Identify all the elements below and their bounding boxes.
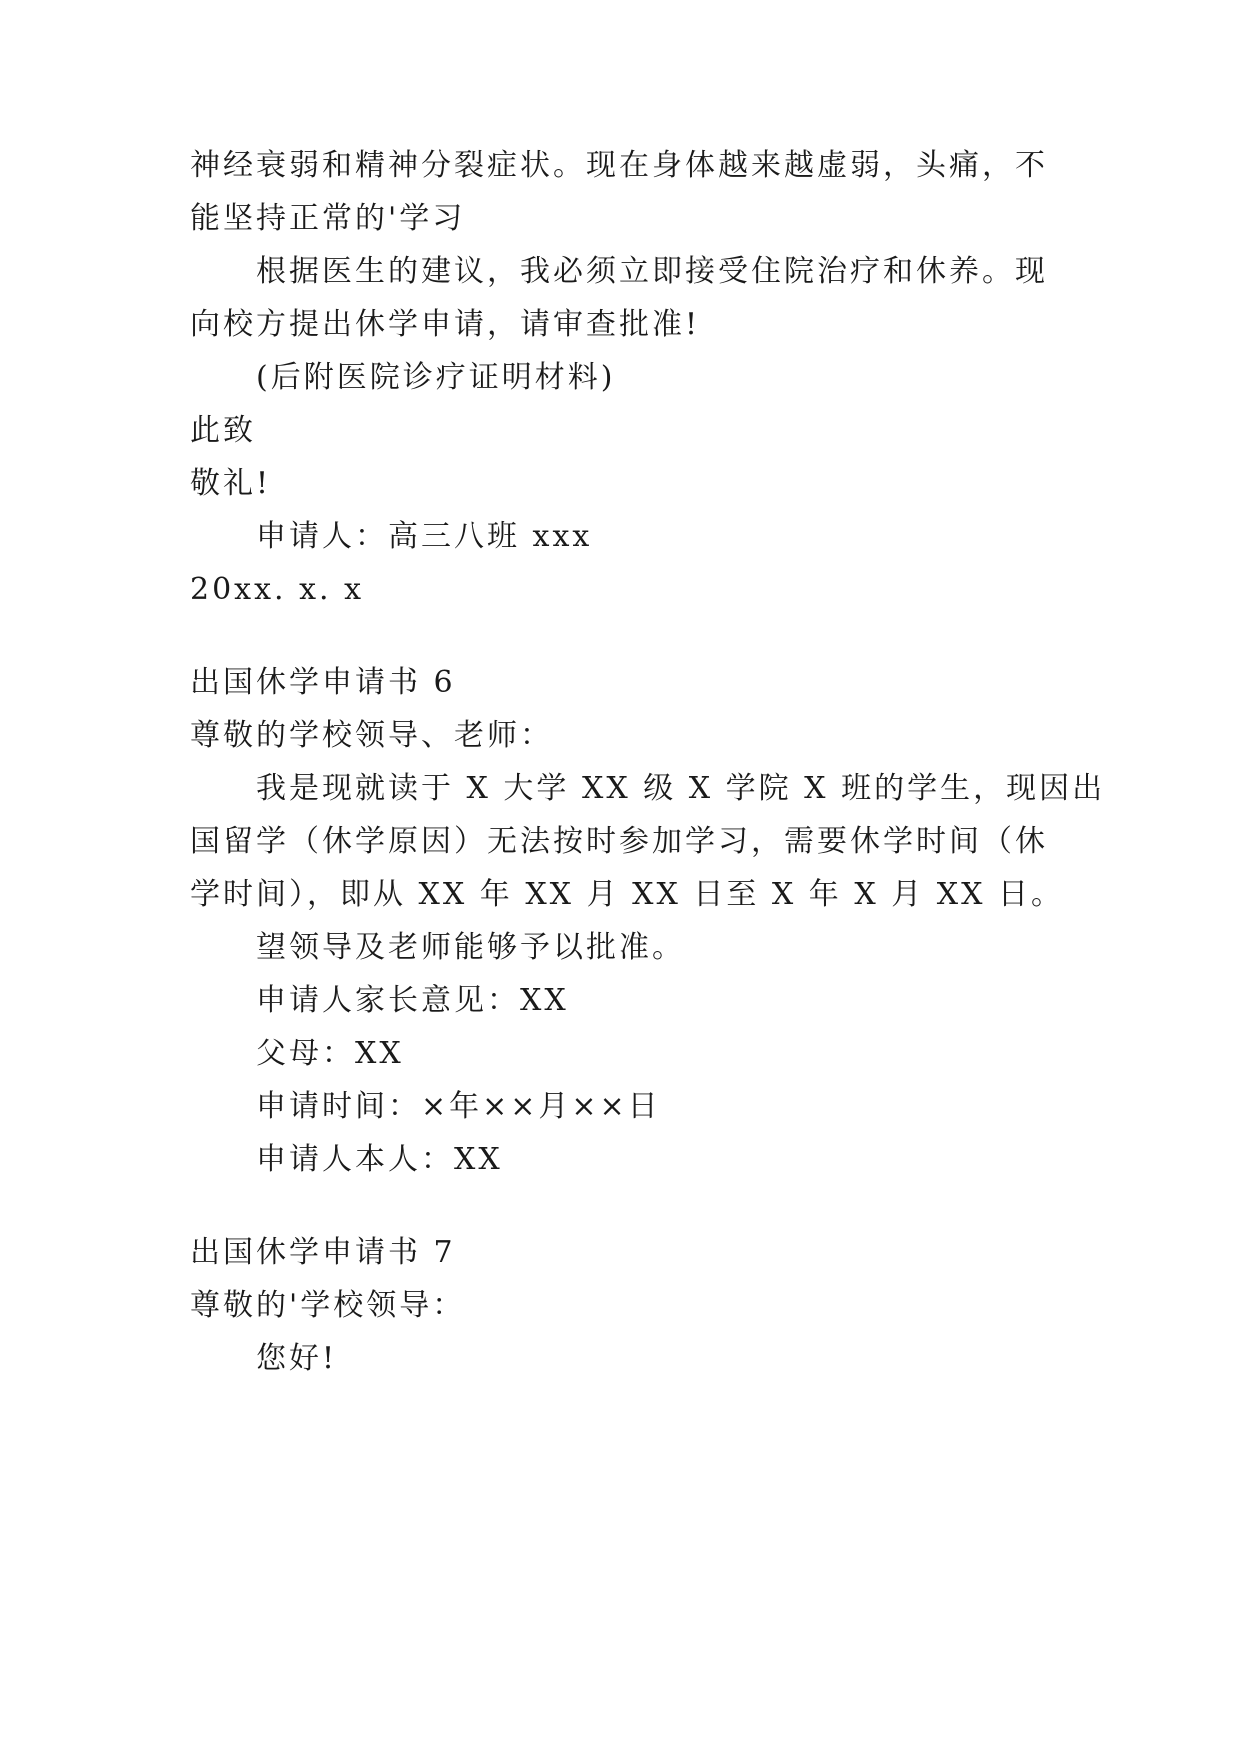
parent-opinion-line: 申请人家长意见：XX: [256, 983, 569, 1018]
paragraph-line: 神经衰弱和精神分裂症状。现在身体越来越虚弱，头痛，不: [190, 148, 1048, 183]
greeting-line: 尊敬的'学校领导：: [190, 1288, 466, 1323]
hello-line: 您好!: [256, 1341, 338, 1376]
date-line: 20xx. x. x: [190, 572, 364, 607]
applicant-line: 申请人本人：XX: [256, 1142, 503, 1177]
paragraph-line: 学时间），即从 XX 年 XX 月 XX 日至 X 年 X 月 XX 日。: [190, 877, 1065, 912]
parents-line: 父母：XX: [256, 1036, 404, 1071]
paragraph-line: 能坚持正常的'学习: [190, 201, 466, 236]
request-line: 望领导及老师能够予以批准。: [256, 930, 685, 965]
greeting-line: 尊敬的学校领导、老师：: [190, 718, 553, 753]
paragraph-line: 根据医生的建议，我必须立即接受住院治疗和休养。现: [256, 254, 1048, 289]
closing-line: 此致: [190, 413, 256, 448]
attachment-note: (后附医院诊疗证明材料): [256, 360, 616, 395]
closing-line: 敬礼!: [190, 466, 272, 501]
section-title: 出国休学申请书 7: [190, 1235, 456, 1270]
paragraph-line: 我是现就读于 X 大学 XX 级 X 学院 X 班的学生，现因出: [256, 771, 1106, 806]
paragraph-line: 国留学（休学原因）无法按时参加学习，需要休学时间（休: [190, 824, 1048, 859]
applicant-signature: 申请人：高三八班 xxx: [256, 519, 593, 554]
apply-time-line: 申请时间：×年××月××日: [256, 1089, 661, 1124]
section-title: 出国休学申请书 6: [190, 665, 456, 700]
paragraph-line: 向校方提出休学申请，请审查批准!: [190, 307, 701, 342]
